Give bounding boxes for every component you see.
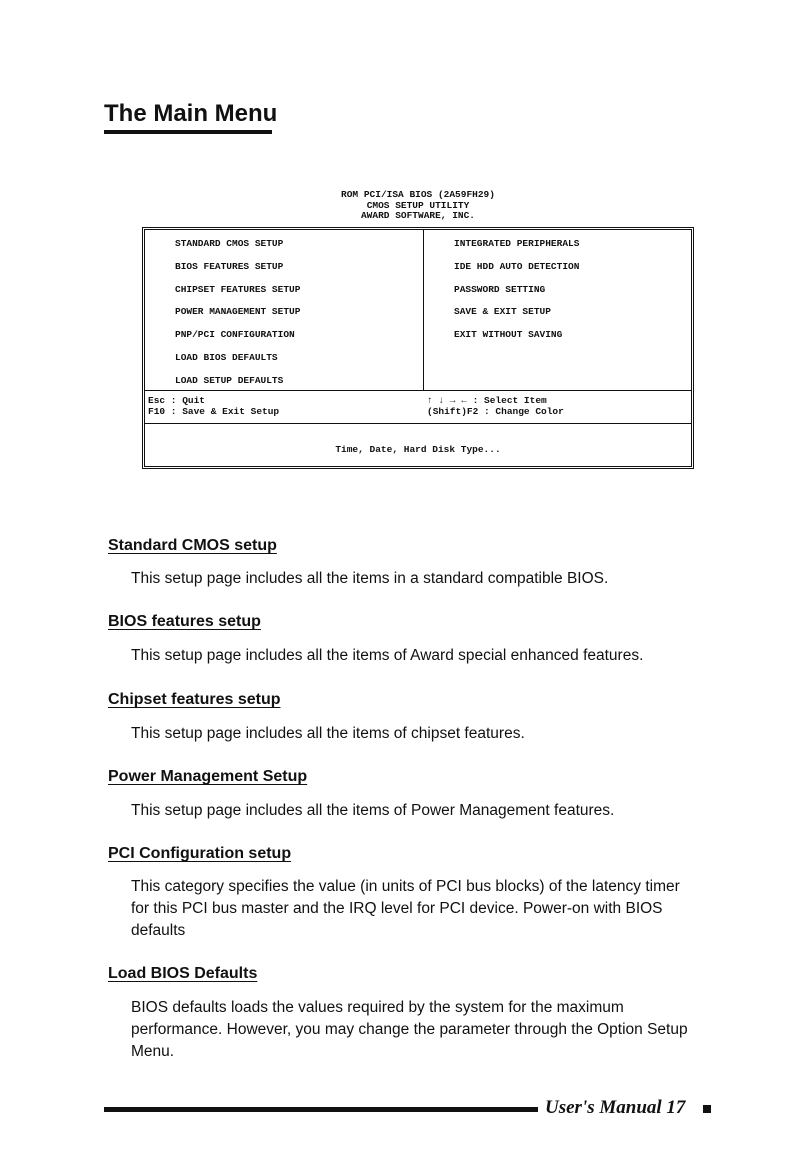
section-body-bios-features: This setup page includes all the items of Award special enhanced features.	[131, 647, 644, 664]
bios-header-line: ROM PCI/ISA BIOS (2A59FH29)	[341, 189, 495, 200]
bios-item-description: Time, Date, Hard Disk Type...	[335, 444, 501, 455]
bios-setup-screen	[142, 227, 694, 469]
bios-description-area	[145, 424, 691, 466]
key-help-esc: Esc : Quit	[148, 395, 206, 406]
section-body-standard-cmos: This setup page includes all the items in a standard compatible BIOS.	[131, 570, 609, 587]
bios-menu-item-integrated-peripherals[interactable]: INTEGRATED PERIPHERALS	[454, 238, 580, 249]
section-body-chipset-features: This setup page includes all the items of chipset features.	[131, 725, 525, 742]
section-title-power-management: Power Management Setup	[108, 768, 308, 785]
key-help-arrows: ↑ ↓ → ← : Select Item	[427, 395, 547, 406]
bios-menu-item-ide-hdd-detection[interactable]: IDE HDD AUTO DETECTION	[454, 260, 580, 272]
section-title-bios-features: BIOS features setup	[108, 613, 261, 630]
bios-menu-item-save-exit[interactable]: SAVE & EXIT SETUP	[454, 306, 551, 318]
bios-key-help	[145, 391, 691, 424]
bios-menu-right-column	[454, 238, 579, 352]
bios-header-line: AWARD SOFTWARE, INC.	[360, 210, 476, 221]
bios-header-line: CMOS SETUP UTILITY	[366, 199, 470, 211]
section-title-load-bios-defaults: Load BIOS Defaults	[108, 965, 258, 982]
section-title-pci-configuration: PCI Configuration setup	[108, 845, 292, 862]
bios-menu-item-load-setup-defaults[interactable]: LOAD SETUP DEFAULTS	[175, 374, 284, 386]
bios-menu-left-column	[175, 238, 300, 398]
title-underline	[104, 130, 272, 134]
key-help-shift-f2: (Shift)F2 : Change Color	[427, 406, 564, 417]
bios-menu-item-power-management[interactable]: POWER MANAGEMENT SETUP	[175, 306, 301, 318]
key-help-f10: F10 : Save & Exit Setup	[148, 406, 280, 417]
section-body-pci-configuration: This category specifies the value (in units of PCI bus blocks) of the latency timer for this PCI bus master and the IRQ level for PCI device. Power-on with BIOS defaults	[131, 878, 680, 939]
page-title: The Main Menu	[104, 100, 278, 127]
footer-square-icon	[703, 1105, 711, 1113]
footer-rule	[104, 1107, 538, 1112]
section-body-load-bios-defaults: BIOS defaults loads the values required by the system for the maximum performance. However, you may change the parameter through the Option Setup Menu.	[131, 999, 688, 1060]
bios-menu-item-password-setting[interactable]: PASSWORD SETTING	[454, 283, 546, 295]
bios-menu-area	[145, 230, 691, 391]
bios-menu-item-standard-cmos[interactable]: STANDARD CMOS SETUP	[175, 238, 284, 249]
section-title-standard-cmos: Standard CMOS setup	[108, 537, 277, 554]
bios-header	[300, 190, 536, 222]
bios-menu-item-exit-without-saving[interactable]: EXIT WITHOUT SAVING	[454, 329, 563, 341]
section-body-power-management: This setup page includes all the items of Power Management features.	[131, 802, 615, 819]
bios-menu-item-chipset-features[interactable]: CHIPSET FEATURES SETUP	[175, 283, 301, 295]
bios-menu-item-load-bios-defaults[interactable]: LOAD BIOS DEFAULTS	[175, 351, 278, 363]
footer-page-label: User's Manual 17	[545, 1097, 686, 1118]
bios-menu-divider	[423, 230, 424, 390]
section-title-chipset-features: Chipset features setup	[108, 691, 281, 708]
bios-menu-item-bios-features[interactable]: BIOS FEATURES SETUP	[175, 260, 284, 272]
bios-menu-item-pnp-pci[interactable]: PNP/PCI CONFIGURATION	[175, 329, 295, 341]
